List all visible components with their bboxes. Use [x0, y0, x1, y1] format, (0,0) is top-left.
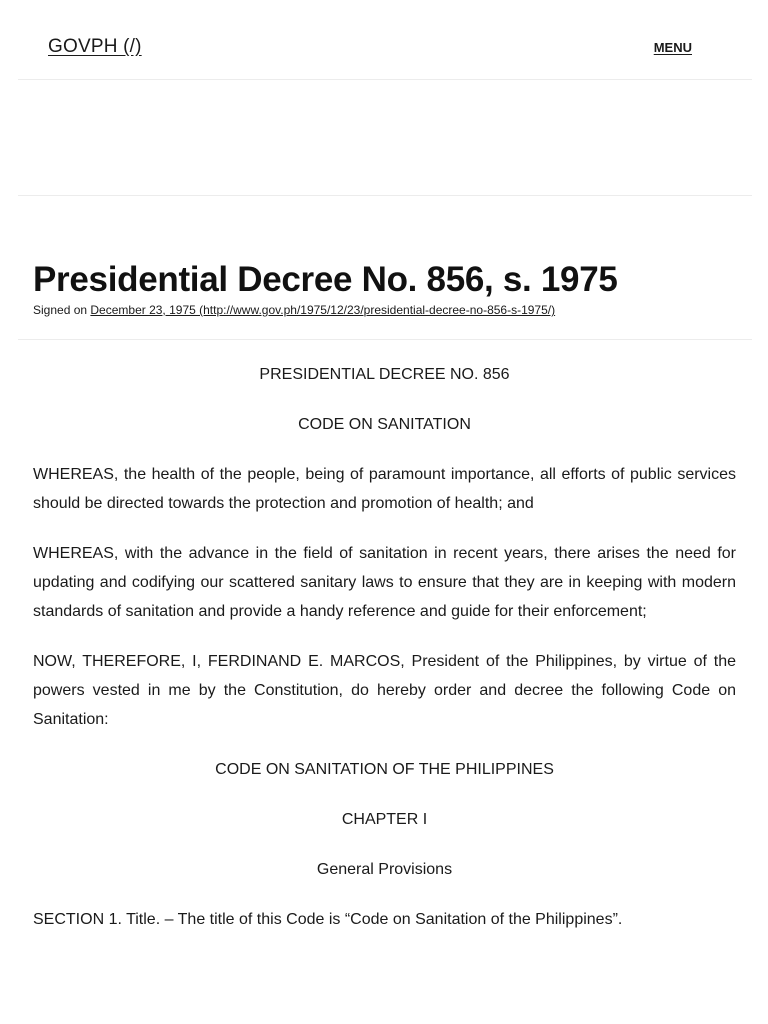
- title-block: [18, 196, 752, 340]
- signed-prefix: Signed on: [33, 303, 88, 317]
- decree-heading: PRESIDENTIAL DECREE NO. 856: [259, 366, 510, 383]
- banner-area: [18, 80, 752, 196]
- section-1-paragraph: SECTION 1. Title. – The title of this Code is “Code on Sanitation of the Philippines”.: [33, 911, 623, 928]
- site-header: [18, 0, 752, 80]
- menu-button[interactable]: MENU: [653, 40, 692, 55]
- signed-line: [33, 303, 555, 317]
- signed-date-link[interactable]: December 23, 1975 (http://www.gov.ph/1975/12/23/presidential-decree-no-856-s-1975/): [90, 303, 556, 317]
- whereas-paragraph-2: WHEREAS, with the advance in the field of sanitation in recent years, there arises the need for updating and codifying our scattered sanitary laws to ensure that they are in keeping with modern standards of sanitation and provide a handy reference and guide for their enforcement;: [33, 545, 736, 620]
- now-therefore-paragraph: NOW, THEREFORE, I, FERDINAND E. MARCOS, President of the Philippines, by virtue of the powers vested in me by the Constitution, do hereby order and decree the following Code on Sanitation:: [33, 653, 736, 728]
- page-title: Presidential Decree No. 856, s. 1975: [33, 260, 618, 299]
- whereas-paragraph-1: WHEREAS, the health of the people, being of paramount importance, all efforts of public services should be directed towards the protection and promotion of health; and: [33, 466, 736, 512]
- govph-home-link[interactable]: GOVPH (/): [48, 36, 142, 57]
- chapter-title: General Provisions: [316, 861, 453, 878]
- chapter-heading: CHAPTER I: [341, 811, 428, 828]
- code-title: CODE ON SANITATION OF THE PHILIPPINES: [215, 761, 554, 778]
- decree-content: [33, 360, 736, 955]
- code-heading: CODE ON SANITATION: [298, 416, 471, 433]
